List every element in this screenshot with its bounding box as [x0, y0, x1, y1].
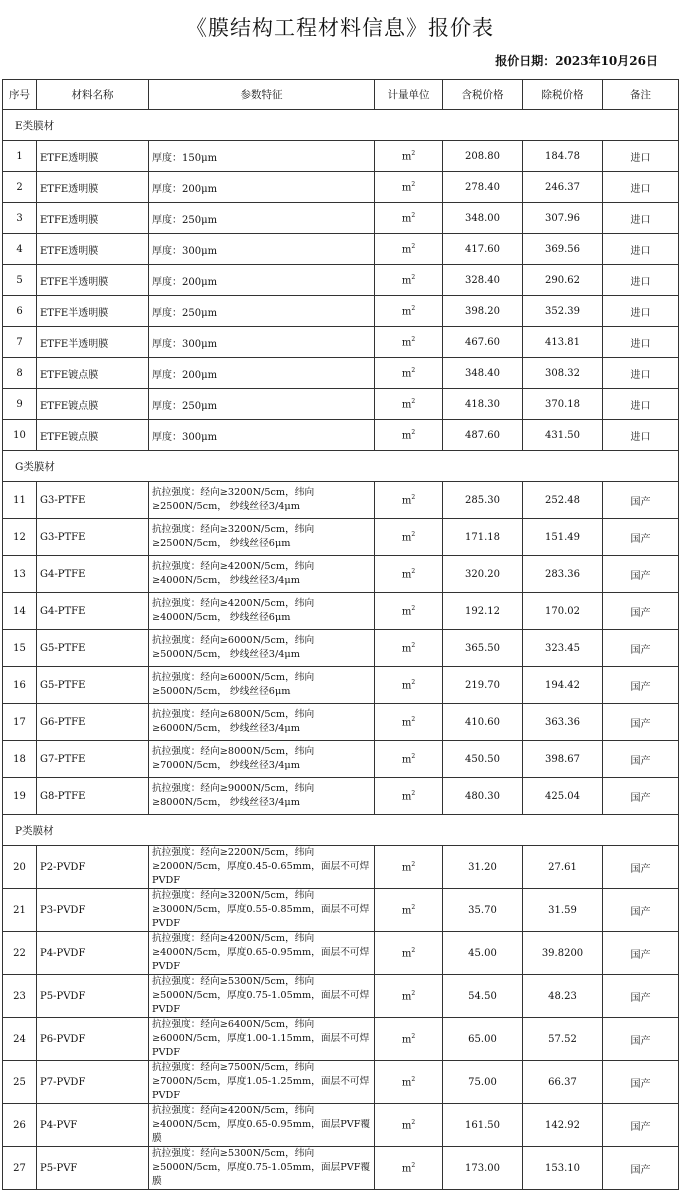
unit-base: m — [401, 337, 412, 349]
cell-notax-price: 252.48 — [523, 482, 603, 519]
cell-name: G4-PTFE — [37, 593, 149, 630]
table-row — [3, 932, 679, 975]
table-row — [3, 1061, 679, 1104]
cell-no: 1 — [3, 141, 37, 172]
table-row — [3, 358, 679, 389]
cell-name: ETFE透明膜 — [37, 234, 149, 265]
cell-params: 抗拉强度：经向≥5300N/5cm，纬向≥5000N/5cm，厚度0.75-1.05mm，面层不可焊PVDF — [149, 975, 375, 1018]
unit-sup: 2 — [411, 946, 416, 954]
cell-no: 6 — [3, 296, 37, 327]
cell-notax-price: 352.39 — [523, 296, 603, 327]
cell-notax-price: 66.37 — [523, 1061, 603, 1104]
table-row — [3, 1018, 679, 1061]
unit-base: m — [401, 905, 412, 917]
cell-tax-price: 278.40 — [443, 172, 523, 203]
cell-unit — [375, 932, 443, 975]
cell-unit — [375, 296, 443, 327]
cell-note: 国产 — [603, 482, 679, 519]
cell-unit — [375, 265, 443, 296]
cell-note: 进口 — [603, 172, 679, 203]
unit-sup: 2 — [411, 304, 416, 312]
unit-sup: 2 — [411, 989, 416, 997]
unit-sup: 2 — [411, 335, 416, 343]
cell-unit — [375, 358, 443, 389]
cell-name: ETFE镀点膜 — [37, 358, 149, 389]
cell-note: 国产 — [603, 556, 679, 593]
cell-params: 抗拉强度：经向≥4200N/5cm，纬向≥4000N/5cm，厚度0.65-0.95mm，面层不可焊PVDF — [149, 932, 375, 975]
cell-unit — [375, 889, 443, 932]
cell-no: 3 — [3, 203, 37, 234]
unit-sup: 2 — [411, 211, 416, 219]
cell-note: 进口 — [603, 358, 679, 389]
unit-sup: 2 — [411, 149, 416, 157]
cell-notax-price: 39.8200 — [523, 932, 603, 975]
cell-tax-price: 54.50 — [443, 975, 523, 1018]
unit-sup: 2 — [411, 1032, 416, 1040]
cell-tax-price: 192.12 — [443, 593, 523, 630]
cell-params: 厚度：300μm — [149, 234, 375, 265]
cell-unit — [375, 519, 443, 556]
cell-params: 抗拉强度：经向≥7500N/5cm，纬向≥7000N/5cm，厚度1.05-1.25mm，面层不可焊PVDF — [149, 1061, 375, 1104]
cell-name: ETFE镀点膜 — [37, 420, 149, 451]
unit-base: m — [401, 430, 412, 442]
cell-note: 国产 — [603, 1147, 679, 1190]
cell-params: 厚度：200μm — [149, 358, 375, 389]
cell-notax-price: 194.42 — [523, 667, 603, 704]
cell-params: 抗拉强度：经向≥4200N/5cm，纬向≥4000N/5cm， 纱线丝径3/4μm — [149, 556, 375, 593]
cell-tax-price: 487.60 — [443, 420, 523, 451]
cell-note: 国产 — [603, 932, 679, 975]
cell-unit — [375, 667, 443, 704]
cell-tax-price: 208.80 — [443, 141, 523, 172]
table-row — [3, 265, 679, 296]
cell-name: P7-PVDF — [37, 1061, 149, 1104]
cell-tax-price: 171.18 — [443, 519, 523, 556]
cell-note: 国产 — [603, 1061, 679, 1104]
cell-note: 国产 — [603, 778, 679, 815]
cell-notax-price: 425.04 — [523, 778, 603, 815]
cell-unit — [375, 1018, 443, 1061]
cell-params: 厚度：200μm — [149, 172, 375, 203]
cell-tax-price: 31.20 — [443, 846, 523, 889]
cell-unit — [375, 1147, 443, 1190]
unit-sup: 2 — [411, 530, 416, 538]
unit-base: m — [401, 1034, 412, 1046]
cell-name: G5-PTFE — [37, 667, 149, 704]
cell-name: P2-PVDF — [37, 846, 149, 889]
table-row — [3, 889, 679, 932]
cell-notax-price: 363.36 — [523, 704, 603, 741]
header-unit: 计量单位 — [375, 80, 443, 110]
table-row — [3, 327, 679, 358]
cell-name: P6-PVDF — [37, 1018, 149, 1061]
table-row — [3, 420, 679, 451]
section-title: G类膜材 — [3, 451, 679, 482]
cell-no: 20 — [3, 846, 37, 889]
unit-sup: 2 — [411, 180, 416, 188]
table-row — [3, 482, 679, 519]
table-row — [3, 296, 679, 327]
cell-name: G5-PTFE — [37, 630, 149, 667]
cell-no: 21 — [3, 889, 37, 932]
cell-notax-price: 151.49 — [523, 519, 603, 556]
cell-notax-price: 27.61 — [523, 846, 603, 889]
cell-note: 进口 — [603, 234, 679, 265]
cell-params: 厚度：300μm — [149, 327, 375, 358]
cell-unit — [375, 389, 443, 420]
cell-note: 国产 — [603, 889, 679, 932]
cell-notax-price: 184.78 — [523, 141, 603, 172]
unit-sup: 2 — [411, 366, 416, 374]
cell-tax-price: 320.20 — [443, 556, 523, 593]
cell-notax-price: 398.67 — [523, 741, 603, 778]
table-row — [3, 778, 679, 815]
table-row — [3, 141, 679, 172]
cell-name: ETFE透明膜 — [37, 141, 149, 172]
header-row — [3, 80, 679, 110]
header-tax-price: 含税价格 — [443, 80, 523, 110]
cell-name: P4-PVDF — [37, 932, 149, 975]
cell-unit — [375, 741, 443, 778]
unit-sup: 2 — [411, 1075, 416, 1083]
cell-note: 国产 — [603, 1104, 679, 1147]
unit-sup: 2 — [411, 678, 416, 686]
cell-no: 8 — [3, 358, 37, 389]
cell-unit — [375, 1061, 443, 1104]
cell-tax-price: 450.50 — [443, 741, 523, 778]
unit-base: m — [401, 182, 412, 194]
cell-notax-price: 142.92 — [523, 1104, 603, 1147]
price-table — [2, 79, 679, 1190]
unit-sup: 2 — [411, 493, 416, 501]
cell-notax-price: 246.37 — [523, 172, 603, 203]
cell-name: G3-PTFE — [37, 519, 149, 556]
unit-base: m — [401, 569, 412, 581]
header-name: 材料名称 — [37, 80, 149, 110]
cell-name: ETFE半透明膜 — [37, 265, 149, 296]
cell-unit — [375, 593, 443, 630]
cell-unit — [375, 1104, 443, 1147]
cell-unit — [375, 630, 443, 667]
cell-params: 抗拉强度：经向≥4200N/5cm，纬向≥4000N/5cm， 纱线丝径6μm — [149, 593, 375, 630]
cell-note: 国产 — [603, 846, 679, 889]
table-row — [3, 846, 679, 889]
cell-tax-price: 410.60 — [443, 704, 523, 741]
table-row — [3, 556, 679, 593]
unit-base: m — [401, 1120, 412, 1132]
cell-no: 26 — [3, 1104, 37, 1147]
header-notax-price: 除税价格 — [523, 80, 603, 110]
cell-no: 16 — [3, 667, 37, 704]
cell-note: 进口 — [603, 389, 679, 420]
cell-params: 厚度：150μm — [149, 141, 375, 172]
cell-tax-price: 365.50 — [443, 630, 523, 667]
cell-unit — [375, 234, 443, 265]
cell-name: G7-PTFE — [37, 741, 149, 778]
cell-note: 进口 — [603, 265, 679, 296]
unit-sup: 2 — [411, 567, 416, 575]
cell-note: 进口 — [603, 203, 679, 234]
cell-note: 国产 — [603, 704, 679, 741]
unit-sup: 2 — [411, 397, 416, 405]
cell-name: G6-PTFE — [37, 704, 149, 741]
cell-note: 国产 — [603, 1018, 679, 1061]
cell-name: ETFE半透明膜 — [37, 327, 149, 358]
cell-tax-price: 418.30 — [443, 389, 523, 420]
unit-sup: 2 — [411, 860, 416, 868]
cell-tax-price: 467.60 — [443, 327, 523, 358]
cell-no: 9 — [3, 389, 37, 420]
section-row — [3, 451, 679, 482]
cell-tax-price: 348.00 — [443, 203, 523, 234]
cell-params: 厚度：300μm — [149, 420, 375, 451]
cell-no: 25 — [3, 1061, 37, 1104]
cell-unit — [375, 172, 443, 203]
cell-tax-price: 161.50 — [443, 1104, 523, 1147]
cell-params: 抗拉强度：经向≥3200N/5cm，纬向≥3000N/5cm，厚度0.55-0.85mm，面层不可焊PVDF — [149, 889, 375, 932]
cell-name: G8-PTFE — [37, 778, 149, 815]
cell-unit — [375, 704, 443, 741]
section-row — [3, 110, 679, 141]
cell-no: 24 — [3, 1018, 37, 1061]
section-row — [3, 815, 679, 846]
cell-params: 抗拉强度：经向≥3200N/5cm，纬向≥2500N/5cm， 纱线丝径3/4μm — [149, 482, 375, 519]
cell-note: 进口 — [603, 296, 679, 327]
unit-base: m — [401, 754, 412, 766]
cell-unit — [375, 141, 443, 172]
table-row — [3, 975, 679, 1018]
unit-base: m — [401, 495, 412, 507]
cell-note: 国产 — [603, 741, 679, 778]
table-row — [3, 203, 679, 234]
cell-params: 抗拉强度：经向≥2200N/5cm，纬向≥2000N/5cm，厚度0.45-0.65mm，面层不可焊PVDF — [149, 846, 375, 889]
unit-sup: 2 — [411, 641, 416, 649]
unit-sup: 2 — [411, 242, 416, 250]
table-row — [3, 519, 679, 556]
cell-notax-price: 170.02 — [523, 593, 603, 630]
table-row — [3, 172, 679, 203]
cell-unit — [375, 846, 443, 889]
cell-notax-price: 413.81 — [523, 327, 603, 358]
unit-base: m — [401, 151, 412, 163]
cell-unit — [375, 975, 443, 1018]
table-row — [3, 234, 679, 265]
cell-no: 27 — [3, 1147, 37, 1190]
cell-unit — [375, 327, 443, 358]
cell-params: 抗拉强度：经向≥4200N/5cm，纬向≥4000N/5cm，厚度0.65-0.95mm，面层PVF覆膜 — [149, 1104, 375, 1147]
unit-sup: 2 — [411, 903, 416, 911]
cell-unit — [375, 420, 443, 451]
cell-name: P4-PVF — [37, 1104, 149, 1147]
cell-tax-price: 480.30 — [443, 778, 523, 815]
cell-no: 12 — [3, 519, 37, 556]
section-title: E类膜材 — [3, 110, 679, 141]
unit-sup: 2 — [411, 752, 416, 760]
unit-base: m — [401, 213, 412, 225]
cell-no: 15 — [3, 630, 37, 667]
unit-sup: 2 — [411, 1118, 416, 1126]
cell-params: 厚度：200μm — [149, 265, 375, 296]
cell-name: G4-PTFE — [37, 556, 149, 593]
unit-base: m — [401, 244, 412, 256]
cell-note: 国产 — [603, 630, 679, 667]
unit-base: m — [401, 606, 412, 618]
cell-no: 2 — [3, 172, 37, 203]
cell-tax-price: 328.40 — [443, 265, 523, 296]
table-row — [3, 667, 679, 704]
cell-notax-price: 323.45 — [523, 630, 603, 667]
unit-base: m — [401, 791, 412, 803]
cell-no: 22 — [3, 932, 37, 975]
cell-notax-price: 290.62 — [523, 265, 603, 296]
cell-no: 11 — [3, 482, 37, 519]
unit-sup: 2 — [411, 715, 416, 723]
cell-unit — [375, 556, 443, 593]
cell-params: 抗拉强度：经向≥3200N/5cm，纬向≥2500N/5cm， 纱线丝径6μm — [149, 519, 375, 556]
table-row — [3, 630, 679, 667]
unit-base: m — [401, 368, 412, 380]
header-params: 参数特征 — [149, 80, 375, 110]
cell-params: 抗拉强度：经向≥6400N/5cm，纬向≥6000N/5cm，厚度1.00-1.15mm，面层不可焊PVDF — [149, 1018, 375, 1061]
cell-name: ETFE镀点膜 — [37, 389, 149, 420]
cell-tax-price: 173.00 — [443, 1147, 523, 1190]
quote-date: 报价日期：2023年10月26日 — [495, 54, 658, 68]
cell-tax-price: 219.70 — [443, 667, 523, 704]
cell-note: 国产 — [603, 667, 679, 704]
unit-base: m — [401, 991, 412, 1003]
cell-tax-price: 398.20 — [443, 296, 523, 327]
cell-unit — [375, 778, 443, 815]
cell-no: 13 — [3, 556, 37, 593]
unit-sup: 2 — [411, 1161, 416, 1169]
cell-note: 进口 — [603, 141, 679, 172]
cell-no: 14 — [3, 593, 37, 630]
header-no: 序号 — [3, 80, 37, 110]
cell-name: P5-PVDF — [37, 975, 149, 1018]
cell-notax-price: 308.32 — [523, 358, 603, 389]
table-row — [3, 704, 679, 741]
unit-base: m — [401, 862, 412, 874]
cell-notax-price: 153.10 — [523, 1147, 603, 1190]
cell-params: 抗拉强度：经向≥6800N/5cm，纬向≥6000N/5cm， 纱线丝径3/4μm — [149, 704, 375, 741]
cell-no: 5 — [3, 265, 37, 296]
unit-base: m — [401, 680, 412, 692]
table-row — [3, 1147, 679, 1190]
table-row — [3, 593, 679, 630]
cell-params: 厚度：250μm — [149, 389, 375, 420]
cell-notax-price: 369.56 — [523, 234, 603, 265]
cell-tax-price: 417.60 — [443, 234, 523, 265]
section-title: P类膜材 — [3, 815, 679, 846]
cell-notax-price: 307.96 — [523, 203, 603, 234]
cell-note: 国产 — [603, 593, 679, 630]
cell-params: 厚度：250μm — [149, 296, 375, 327]
cell-no: 7 — [3, 327, 37, 358]
unit-sup: 2 — [411, 273, 416, 281]
cell-tax-price: 65.00 — [443, 1018, 523, 1061]
cell-name: P5-PVF — [37, 1147, 149, 1190]
cell-notax-price: 283.36 — [523, 556, 603, 593]
cell-unit — [375, 482, 443, 519]
cell-name: G3-PTFE — [37, 482, 149, 519]
cell-params: 抗拉强度：经向≥6000N/5cm，纬向≥5000N/5cm， 纱线丝径3/4μm — [149, 630, 375, 667]
cell-note: 国产 — [603, 519, 679, 556]
cell-tax-price: 45.00 — [443, 932, 523, 975]
header-note: 备注 — [603, 80, 679, 110]
cell-notax-price: 57.52 — [523, 1018, 603, 1061]
cell-name: ETFE半透明膜 — [37, 296, 149, 327]
unit-base: m — [401, 1163, 412, 1175]
unit-sup: 2 — [411, 789, 416, 797]
cell-params: 抗拉强度：经向≥5300N/5cm，纬向≥5000N/5cm，厚度0.75-1.05mm，面层PVF覆膜 — [149, 1147, 375, 1190]
cell-name: P3-PVDF — [37, 889, 149, 932]
cell-no: 10 — [3, 420, 37, 451]
cell-note: 进口 — [603, 327, 679, 358]
cell-tax-price: 285.30 — [443, 482, 523, 519]
unit-base: m — [401, 1077, 412, 1089]
unit-base: m — [401, 532, 412, 544]
cell-notax-price: 31.59 — [523, 889, 603, 932]
table-row — [3, 389, 679, 420]
unit-base: m — [401, 643, 412, 655]
cell-note: 进口 — [603, 420, 679, 451]
cell-params: 厚度：250μm — [149, 203, 375, 234]
cell-name: ETFE透明膜 — [37, 203, 149, 234]
cell-notax-price: 370.18 — [523, 389, 603, 420]
table-row — [3, 1104, 679, 1147]
cell-no: 19 — [3, 778, 37, 815]
unit-base: m — [401, 399, 412, 411]
cell-no: 18 — [3, 741, 37, 778]
cell-tax-price: 75.00 — [443, 1061, 523, 1104]
cell-no: 17 — [3, 704, 37, 741]
cell-tax-price: 348.40 — [443, 358, 523, 389]
cell-notax-price: 48.23 — [523, 975, 603, 1018]
cell-params: 抗拉强度：经向≥6000N/5cm，纬向≥5000N/5cm， 纱线丝径6μm — [149, 667, 375, 704]
unit-sup: 2 — [411, 604, 416, 612]
cell-note: 国产 — [603, 975, 679, 1018]
unit-base: m — [401, 306, 412, 318]
page-title: 《膜结构工程材料信息》报价表 — [186, 16, 494, 40]
unit-sup: 2 — [411, 428, 416, 436]
cell-params: 抗拉强度：经向≥9000N/5cm，纬向≥8000N/5cm， 纱线丝径3/4μm — [149, 778, 375, 815]
unit-base: m — [401, 717, 412, 729]
cell-no: 23 — [3, 975, 37, 1018]
table-row — [3, 741, 679, 778]
cell-tax-price: 35.70 — [443, 889, 523, 932]
unit-base: m — [401, 275, 412, 287]
cell-name: ETFE透明膜 — [37, 172, 149, 203]
cell-unit — [375, 203, 443, 234]
cell-params: 抗拉强度：经向≥8000N/5cm，纬向≥7000N/5cm， 纱线丝径3/4μm — [149, 741, 375, 778]
cell-no: 4 — [3, 234, 37, 265]
cell-notax-price: 431.50 — [523, 420, 603, 451]
unit-base: m — [401, 948, 412, 960]
